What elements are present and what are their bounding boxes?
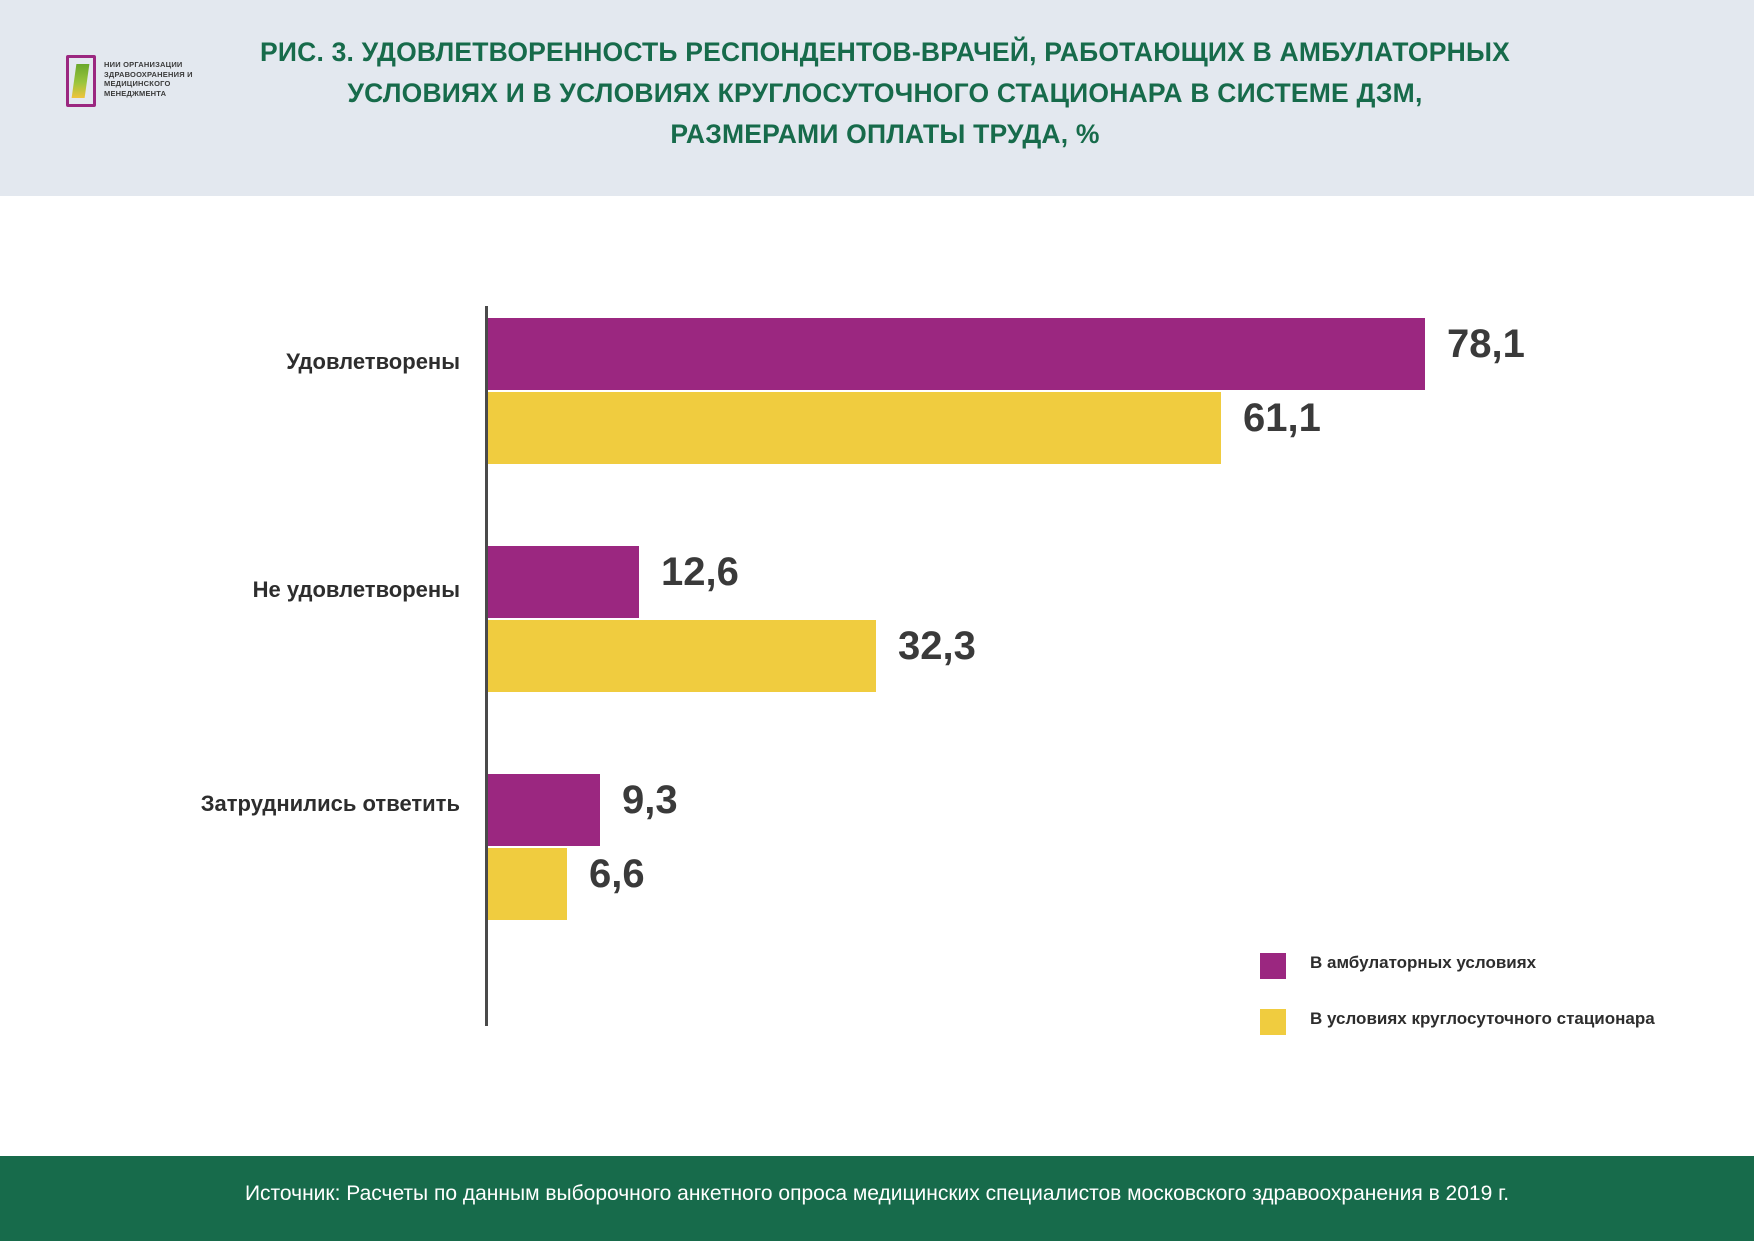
category-label-1: Не удовлетворены: [252, 577, 460, 602]
bar-series1-cat2: [488, 848, 567, 920]
legend-label-1: В условиях круглосуточного стационара: [1310, 1009, 1655, 1028]
bar-value-series0-cat0: 78,1: [1447, 322, 1525, 366]
bar-series1-cat1: [488, 620, 876, 692]
bar-series0-cat1: [488, 546, 639, 618]
bar-value-series1-cat1: 32,3: [898, 624, 976, 668]
page-title: РИС. 3. УДОВЛЕТВОРЕННОСТЬ РЕСПОНДЕНТОВ-ВРАЧЕЙ, РАБОТАЮЩИХ В АМБУЛАТОРНЫХ УСЛОВИЯХ И В УСЛОВИЯХ КРУГЛОСУТОЧНОГО СТАЦИОНАРА В СИСТЕМЕ ДЗМ, РАЗМЕРАМИ ОПЛАТЫ ТРУДА, %: [260, 37, 1510, 149]
chart-legend: [1260, 951, 1680, 1063]
category-label-2: Затруднились ответить: [200, 791, 460, 816]
legend-swatch-yellow-icon: [1260, 1009, 1286, 1035]
legend-label-0: В амбулаторных условиях: [1310, 953, 1537, 972]
bar-value-series0-cat1: 12,6: [661, 550, 739, 594]
logo-text: НИИ ОРГАНИЗАЦИИ ЗДРАВООХРАНЕНИЯ И МЕДИЦИНСКОГО МЕНЕДЖМЕНТА: [104, 60, 193, 98]
category-label-0: Удовлетворены: [286, 349, 460, 374]
legend-item-0: [1260, 951, 1680, 985]
header-band: [0, 0, 1754, 196]
bar-series1-cat0: [488, 392, 1221, 464]
logo-mark-icon: [66, 55, 96, 107]
bar-series0-cat2: [488, 774, 600, 846]
bar-value-series1-cat2: 6,6: [589, 852, 645, 896]
footer-band: [0, 1156, 1754, 1241]
bar-value-series1-cat0: 61,1: [1243, 396, 1321, 440]
legend-item-1: [1260, 1007, 1680, 1041]
legend-swatch-purple-icon: [1260, 953, 1286, 979]
bar-series0-cat0: [488, 318, 1425, 390]
niioz-logo-icon: [60, 55, 193, 125]
bar-value-series0-cat2: 9,3: [622, 778, 678, 822]
source-note: Источник: Расчеты по данным выборочного анкетного опроса медицинских специалистов московского здравоохранения в 2019 г.: [244, 1182, 1510, 1205]
bar-chart: [0, 196, 1754, 1156]
